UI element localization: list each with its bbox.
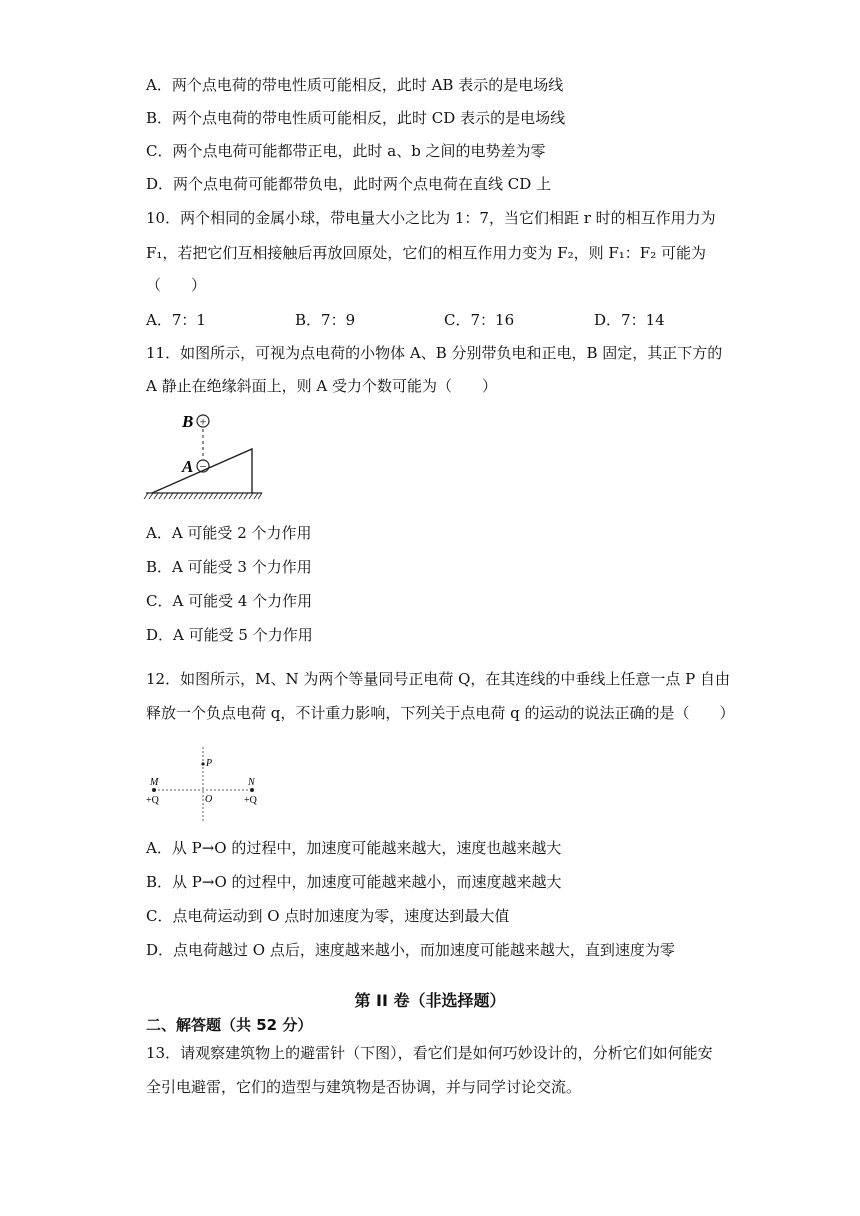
label-m: M (150, 777, 159, 788)
label-q-left: +Q (146, 795, 159, 806)
q12-option-a: A．从 P→O 的过程中，加速度可能越来越大，速度也越来越大 (146, 839, 562, 857)
q12-option-b: B．从 P→O 的过程中，加速度可能越来越小，而速度越来越大 (146, 873, 562, 891)
point-p-dot (201, 762, 204, 765)
q10-stem-line-2: F₁，若把它们互相接触后再放回原处，它们的相互作用力变为 F₂，则 F₁：F₂ 可能为 (146, 244, 706, 262)
label-o: O (205, 794, 213, 805)
label-b: B (182, 412, 194, 431)
q9-option-b: B．两个点电荷的带电性质可能相反，此时 CD 表示的是电场线 (146, 109, 566, 127)
q11-stem-line-1: 11．如图所示，可视为点电荷的小物体 A、B 分别带负电和正电，B 固定，其正下方的 (146, 344, 723, 362)
charge-b-sign: + (199, 414, 207, 429)
q12-stem-line-2: 释放一个负点电荷 q，不计重力影响，下列关于点电荷 q 的运动的说法正确的是（ ） (146, 704, 735, 722)
q10-option-a: A．7：1 (146, 311, 206, 329)
q12-stem-line-1: 12．如图所示，M、N 为两个等量同号正电荷 Q，在其连线的中垂线上任意一点 P 自由 (146, 670, 731, 688)
label-q-right: +Q (244, 795, 257, 806)
q11-stem-line-2: A 静止在绝缘斜面上，则 A 受力个数可能为（ ） (146, 377, 497, 395)
label-p: P (206, 758, 213, 769)
q12-option-c: C．点电荷运动到 O 点时加速度为零，速度达到最大值 (146, 907, 510, 925)
q11-option-a: A．A 可能受 2 个力作用 (146, 524, 312, 542)
q11-option-b: B．A 可能受 3 个力作用 (146, 558, 312, 576)
q10-stem-line-3: （ ） (146, 276, 207, 294)
part-title: 二、解答题（共 52 分） (146, 1016, 313, 1034)
q9-option-d: D．两个点电荷可能都带负电，此时两个点电荷在直线 CD 上 (146, 175, 552, 193)
q10-option-c: C．7：16 (444, 311, 515, 329)
charge-n-dot (250, 788, 254, 792)
ground-hatch (144, 493, 262, 499)
q12-option-d: D．点电荷越过 O 点后，速度越来越小，而加速度可能越来越大，直到速度为零 (146, 941, 675, 959)
q10-option-d: D．7：14 (594, 311, 665, 329)
q9-option-a: A．两个点电荷的带电性质可能相反，此时 AB 表示的是电场线 (146, 76, 564, 94)
label-a: A (182, 457, 194, 476)
label-n: N (248, 777, 255, 788)
q9-option-c: C．两个点电荷可能都带正电，此时 a、b 之间的电势差为零 (146, 142, 546, 160)
charge-m-dot (152, 788, 156, 792)
q13-stem-line-1: 13．请观察建筑物上的避雷针（下图），看它们是如何巧妙设计的，分析它们如何能安 (146, 1044, 713, 1062)
q10-option-b: B．7：9 (295, 311, 356, 329)
q11-option-c: C．A 可能受 4 个力作用 (146, 592, 313, 610)
q12-charges-figure (140, 745, 270, 825)
q10-stem-line-1: 10．两个相同的金属小球，带电量大小之比为 1：7，当它们相距 r 时的相互作用力为 (146, 209, 716, 227)
q11-option-d: D．A 可能受 5 个力作用 (146, 626, 313, 644)
q13-stem-line-2: 全引电避雷，它们的造型与建筑物是否协调，并与同学讨论交流。 (146, 1078, 582, 1096)
charge-a-sign: − (199, 459, 207, 474)
q11-incline-figure (140, 405, 270, 510)
volume-title: 第 II 卷（非选择题） (354, 991, 506, 1010)
